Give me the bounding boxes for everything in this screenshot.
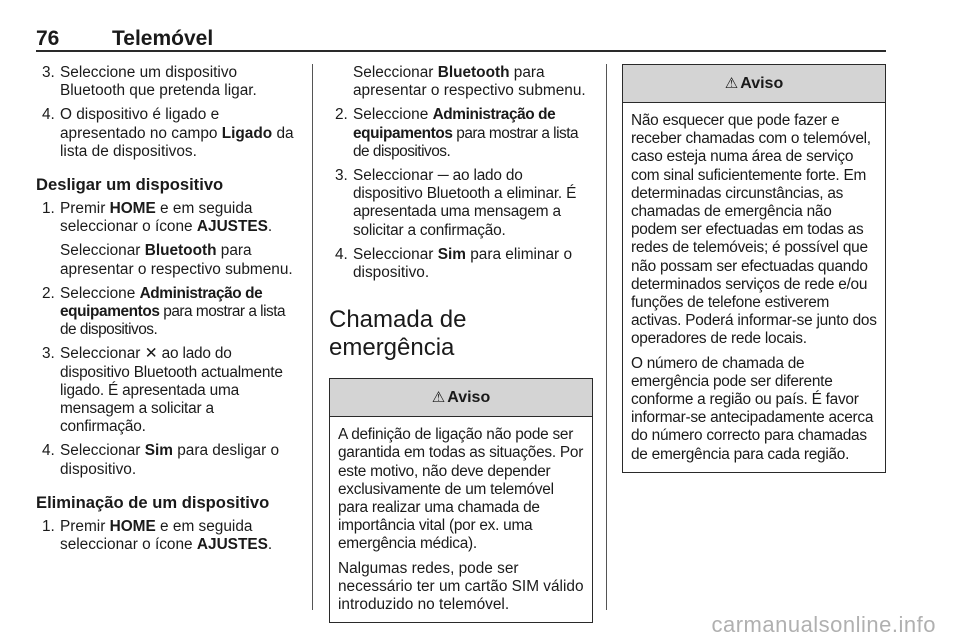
step-number: 3.: [42, 345, 55, 363]
page-number: 76: [36, 27, 60, 50]
step-text: Seleccionar: [60, 442, 145, 460]
key-name: HOME: [109, 517, 156, 535]
list-item: [36, 64, 300, 100]
notice-body: [623, 103, 885, 472]
step-text: para mostrar a lista de dispositivos.: [60, 303, 286, 339]
step-text: O dispositivo é ligado e apresentado no campo: [60, 106, 222, 142]
step-number: 2.: [335, 106, 348, 124]
step-text: para apresentar o respectivo submenu.: [60, 242, 293, 278]
page-header: [36, 27, 213, 51]
list-item: [36, 285, 300, 340]
column-divider-2: [606, 64, 607, 610]
option-name: Sim: [437, 245, 466, 263]
notice-title: Aviso: [447, 389, 491, 407]
step-text: e em seguida seleccionar o ícone: [60, 517, 253, 554]
notice-box: [329, 378, 593, 623]
step-number: 3.: [335, 167, 348, 185]
step-text: da lista de dispositivos.: [60, 124, 294, 160]
subheading-disconnect: Desligar um dispositivo: [36, 175, 224, 195]
minus-icon: ─: [437, 167, 449, 185]
step-text: Seleccionar: [353, 64, 438, 81]
menu-name: Bluetooth: [437, 64, 510, 81]
list-item: [329, 106, 593, 161]
list-item-continued: [329, 64, 593, 100]
step-text: Seleccione: [60, 284, 140, 302]
notice-paragraph: Nalgumas redes, pode ser necessário ter um cartão SIM válido introduzido no telemóvel.: [338, 559, 584, 614]
field-name: Ligado: [221, 124, 273, 142]
step-text: Seleccione: [353, 106, 433, 124]
warning-triangle-icon: ⚠: [431, 389, 446, 407]
step-text: Premir: [60, 200, 110, 218]
notice-title: Aviso: [740, 75, 784, 92]
step-number: 3.: [42, 64, 55, 81]
step-number: 2.: [42, 284, 55, 302]
step-text: Seleccione um dispositivo Bluetooth que pretenda ligar.: [60, 64, 257, 100]
key-name: AJUSTES: [196, 536, 268, 554]
notice-paragraph: O número de chamada de emergência pode ser diferente conforme a região ou país. É favor informar-se antecipadamente acerca do número correcto para chamadas de emergência para cada região.: [631, 354, 874, 463]
menu-name: Administração de equipamentos: [353, 106, 556, 142]
step-text: Seleccionar: [60, 242, 145, 260]
notice-paragraph: A definição de ligação não pode ser garantida em todas as situações. Por este motivo, não deve depender exclusivamente de um telemóvel para realizar uma chamada de importância vital (por ex. uma emergência médica).: [338, 426, 584, 553]
step-number: 1.: [42, 200, 55, 218]
step-number: 1.: [42, 517, 55, 535]
step-subtext: [60, 242, 300, 278]
subheading-delete: Eliminação de um dispositivo: [36, 492, 270, 512]
menu-name: Administração de equipamentos: [60, 284, 263, 321]
step-number: 4.: [42, 106, 55, 124]
step-text: e em seguida seleccionar o ícone: [60, 200, 253, 236]
step-text: Seleccionar: [60, 345, 145, 363]
option-name: Sim: [144, 442, 173, 460]
notice-header: [330, 379, 592, 417]
list-item: [36, 106, 300, 161]
step-text: Seleccionar: [353, 167, 438, 185]
key-name: HOME: [109, 200, 156, 218]
watermark: carmanualsonline.info: [711, 612, 936, 637]
notice-body: [330, 417, 592, 622]
chapter-title: Telemóvel: [112, 27, 214, 50]
list-item: [36, 442, 300, 478]
step-text: para mostrar a lista de dispositivos.: [353, 124, 579, 160]
step-text: para eliminar o dispositivo.: [353, 245, 573, 282]
list-item: [36, 200, 300, 279]
step-number: 4.: [335, 245, 348, 263]
menu-name: Bluetooth: [144, 242, 217, 260]
column-divider-1: [312, 64, 313, 610]
step-text: Seleccionar: [353, 245, 438, 263]
notice-box: [622, 64, 886, 473]
list-item: [329, 167, 593, 240]
notice-header: [623, 65, 885, 103]
step-text: Premir: [60, 517, 110, 535]
key-name: AJUSTES: [196, 218, 268, 236]
header-rule: [36, 50, 886, 52]
warning-triangle-icon: ⚠: [724, 75, 739, 92]
list-item: [36, 518, 300, 554]
step-text: .: [267, 218, 273, 236]
list-item: [36, 345, 300, 436]
section-title: Chamada de emergência: [329, 306, 467, 362]
notice-paragraph: Não esquecer que pode fazer e receber chamadas com o telemóvel, caso esteja numa área de serviço com sinal suficientemente forte. Em determinadas circunstâncias, as chamadas de emergência não podem ser efectuadas em todas as redes de telemóveis; é possível que não possam ser efectuadas quando determinados serviços de rede e/ou funções de telefone estiverem activas. Poderá informar-se junto dos operadores de rede locais.: [631, 112, 877, 348]
step-text: para apresentar o respectivo submenu.: [353, 64, 586, 100]
column-2: [329, 64, 593, 623]
step-text: ao lado do dispositivo Bluetooth actualmente ligado. É apresentada uma mensagem a solicitar a confirmação.: [60, 345, 283, 436]
step-number: 4.: [42, 442, 55, 460]
column-1: [36, 64, 300, 560]
column-3: [622, 64, 886, 473]
step-text: ao lado do dispositivo Bluetooth a eliminar. É apresentada uma mensagem a solicitar a confirmação.: [353, 167, 577, 239]
close-icon: ✕: [144, 345, 158, 363]
step-text: para desligar o dispositivo.: [60, 442, 280, 478]
list-item: [329, 246, 593, 282]
step-text: .: [267, 536, 273, 554]
